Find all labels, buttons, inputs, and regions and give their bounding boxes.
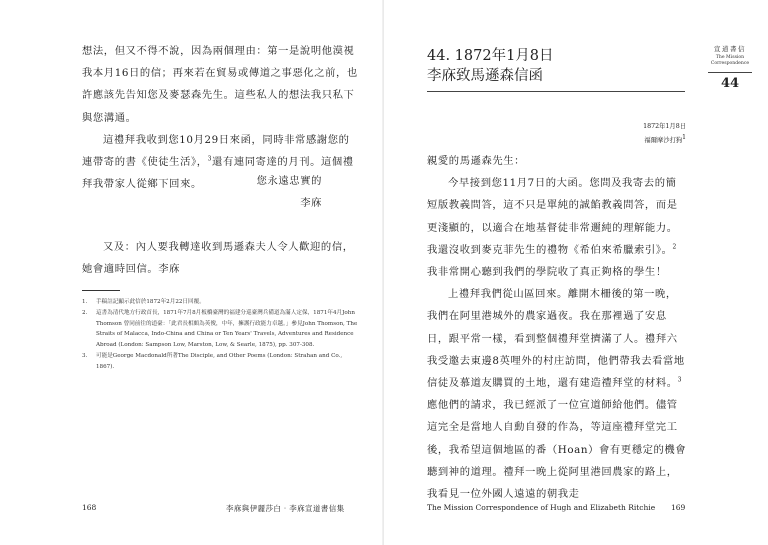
footnote-text: 手稿註記顯示此信於1872年2月22日回覆。	[96, 299, 205, 305]
postscript	[82, 236, 358, 280]
page-number-right: 169	[671, 503, 686, 512]
running-title-right: The Mission Correspondence of Hugh and Elizabeth Ritchie	[427, 503, 656, 512]
footnote-2	[82, 308, 358, 351]
footnote-1	[82, 297, 358, 308]
section-tab-subtitle	[705, 55, 755, 67]
right-paragraph-1	[427, 172, 687, 283]
salutation: 親愛的馬遜森先生：	[427, 155, 526, 167]
footnotes	[82, 297, 358, 373]
right-paragraph-2	[427, 283, 687, 505]
section-tab-subtitle-line-1: The Mission	[715, 55, 745, 60]
footnote-3	[82, 351, 358, 373]
section-tab-number: 44	[720, 76, 740, 91]
section-tab	[705, 44, 755, 91]
letter-place: 福爾摩沙打狗	[644, 137, 683, 144]
left-paragraph-1: 想法，但又不得不說，因為兩個理由：第一是說明他漠視我本月16日的信；再來若在貿易或傳道之事惡化之前，也許應該先告知您及麥瑟森先生。這些私人的想法我只私下與您溝通。	[82, 45, 358, 124]
letter-date: 1872年1月8日	[643, 123, 686, 130]
right-paragraph-2-cont: 應他們的請求，我已經派了一位宣道師給他們。儘管這完全是當地人自動自發的作為，等這座禮拜堂完工後，我希望這個地區的番（Hoan）會有更穩定的機會聽到神的道理。禮拜一晚上從阿里港回農家的路上，我看見一位外國人遠遠的朝我走	[427, 399, 687, 501]
letter-dateline	[560, 120, 686, 148]
right-paragraph-1-cont: 我非常開心聽到我們的學院收了真正夠格的學生！	[427, 266, 667, 279]
chapter-rule	[427, 91, 685, 92]
running-title-left: 李庥與伊麗莎白‧李庥宣道書信集	[226, 504, 345, 513]
footnote-ref-3: 3	[677, 376, 683, 384]
letter-place-line	[560, 134, 686, 148]
page-number-left: 168	[82, 503, 97, 512]
closing-line: 您永遠忠實的	[256, 175, 322, 187]
footnote-number: 1.	[82, 299, 88, 305]
left-paragraph-2-text: 這禮拜我收到您10月29日來函，同時非常感謝您的連帶寄的書《使徒生活》，	[82, 133, 350, 169]
chapter-title	[427, 46, 647, 86]
footnote-text: 這書為清代地方行政首長，1871年7月8月板橋臺灣的福建分巡臺灣兵備道為滿人定保，1871年4月John Thomson 曾同前往的道臺：「此君長相頗為英俊，中年，擁護行政能力卓越。」參見John Thomson, The Straits of Malacca, Indo-China and China or Ten Years' Travels, Adventures and Residence Abroad (London: Sampson Low, Marston, Low, & Searle, 1875), pp. 307-308.	[96, 309, 358, 349]
chapter-title-line-1: 44. 1872年1月8日	[427, 48, 554, 64]
footnote-ref-1: 1	[682, 133, 686, 141]
footnote-ref-3: 3	[207, 155, 213, 163]
right-paragraph-1-text: 今早接到您11月7日的大函。您問及我寄去的簡短版教義問答，這不只是單純的誠餡教義問答，而是更淺顯的，以適合在地基督徒非常邇純的理解能力。我還沒收到麥克菲先生的禮物《希伯來希臘索引》。	[427, 177, 678, 256]
postscript-text: 又及：內人要我轉達收到馬遜森夫人令人歡迎的信，她會適時回信。李庥	[82, 241, 354, 276]
chapter-title-line-2: 李庥致馬遜森信函	[427, 68, 543, 84]
section-tab-heading: 宣道書信	[714, 45, 746, 53]
right-paragraph-2-text: 上禮拜我們從山區回來。離開木柵後的第一晚，我們在阿里港城外的農家過夜。我在那裡過了安息日，跟平常一樣，看到整個禮拜堂擠滿了人。禮拜六我受邀去東邊8英哩外的村庄訪問，他們帶我去看當地信徒及慕道友購買的土地，還有建造禮拜堂的材料。	[427, 288, 685, 390]
signature: 李庥	[300, 197, 322, 209]
right-body-text	[427, 150, 687, 505]
section-tab-subtitle-line-2: Correspondence	[710, 61, 750, 66]
footnote-divider	[82, 290, 120, 291]
left-paragraph-2-cont: 還有連同寄達的月刊。這個禮拜我帶家人從鄉下回來。	[82, 156, 354, 191]
footnote-number: 3.	[82, 352, 88, 359]
section-tab-rule	[708, 72, 752, 73]
footnote-number: 2.	[82, 309, 88, 316]
footnote-ref-2: 2	[672, 243, 677, 251]
footnote-text: 可能是George Macdonald所著The Disciple, and Other Poems (London: Strahan and Co., 1867).	[96, 352, 343, 370]
